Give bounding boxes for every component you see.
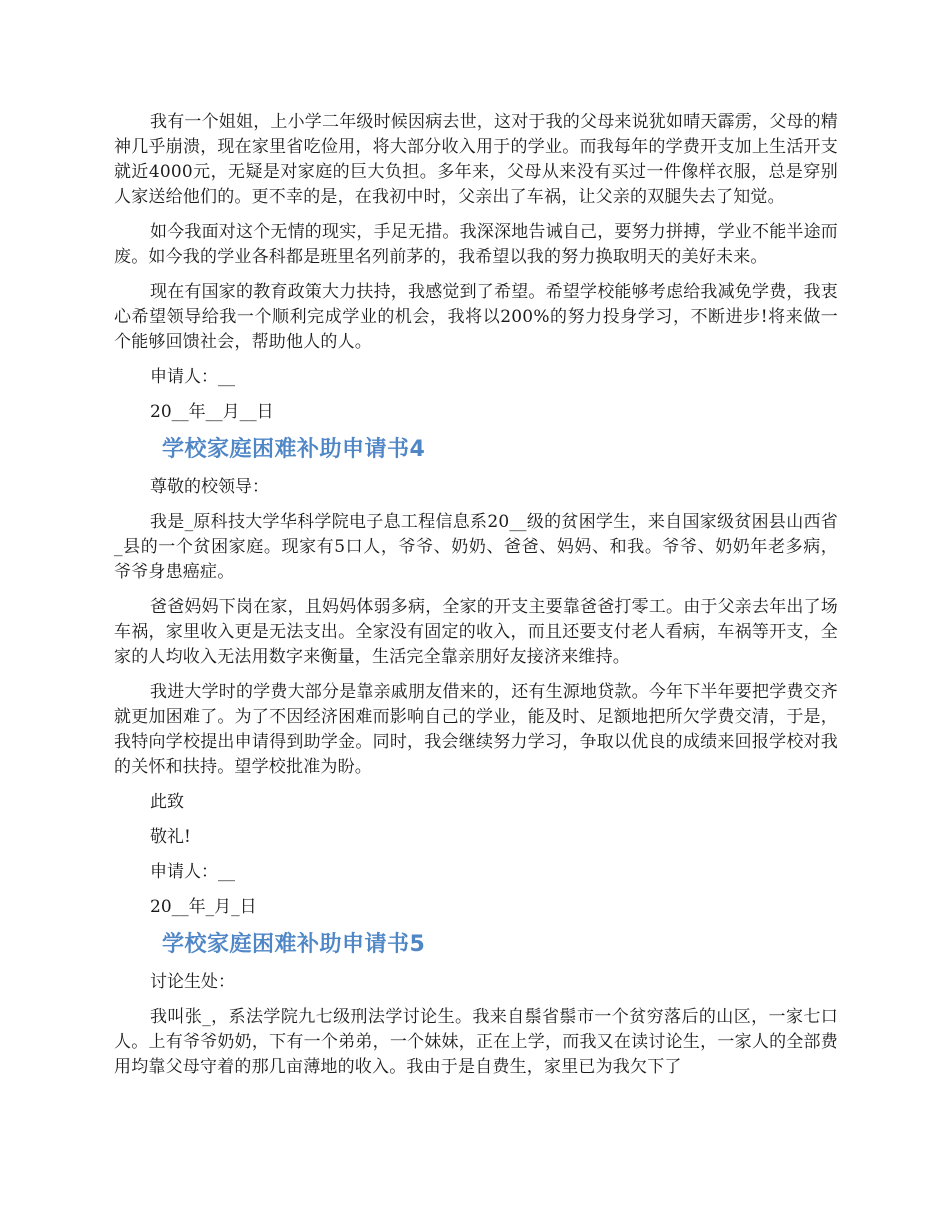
applicant-line: 申请人：__ [150, 367, 235, 387]
paragraph: 爸爸妈妈下岗在家，且妈妈体弱多病，全家的开支主要靠爸爸打零工。由于父亲去年出了场车祸，家里收入更是无法支出。全家没有固定的收入，而且还要支付老人看病，车祸等开支，全家的人均收入无法用数字来衡量，生活完全靠亲朋好友接济来维持。 [114, 597, 838, 667]
applicant-line: 申请人：__ [150, 862, 235, 882]
paragraph: 我进大学时的学费大部分是靠亲戚朋友借来的，还有生源地贷款。今年下半年要把学费交齐就更加困难了。为了不因经济困难而影响自己的学业，能及时、足额地把所欠学费交清，于是，我特向学校提出申请得到助学金。同时，我会继续努力学习，争取以优良的成绩来回报学校对我的关怀和扶持。望学校批准为盼。 [114, 682, 838, 777]
date-line: 20__年__月__日 [150, 402, 274, 422]
salutation: 讨论生处： [150, 972, 235, 992]
paragraph: 我叫张_，系法学院九七级刑法学讨论生。我来自鬃省鬃市一个贫穷落后的山区，一家七口人。上有爷爷奶奶，下有一个弟弟，一个妹妹，正在上学，而我又在读讨论生，一家人的全部费用均靠父母守着的那几亩薄地的收入。我由于是自费生，家里已为我欠下了 [114, 1007, 838, 1077]
paragraph: 我是_原科技大学华科学院电子息工程信息系20__级的贫困学生，来自国家级贫困县山西省_县的一个贫困家庭。现家有5口人，爷爷、奶奶、爸爸、妈妈、和我。爷爷、奶奶年老多病，爷爷身患癌症。 [114, 512, 838, 582]
section-heading: 学校家庭困难补助申请书4 [162, 437, 426, 462]
section-heading: 学校家庭困难补助申请书5 [162, 932, 426, 957]
paragraph: 如今我面对这个无情的现实，手足无措。我深深地告诫自己，要努力拼搏，学业不能半途而废。如今我的学业各科都是班里名列前茅的，我希望以我的努力换取明天的美好未来。 [114, 222, 838, 267]
paragraph: 我有一个姐姐，上小学二年级时候因病去世，这对于我的父母来说犹如晴天霹雳，父母的精神几乎崩溃，现在家里省吃俭用，将大部分收入用于的学业。而我每年的学费开支加上生活开支就近4000元，无疑是对家庭的巨大负担。多年来，父母从来没有买过一件像样衣服，总是穿别人家送给他们的。更不幸的是，在我初中时，父亲出了车祸，让父亲的双腿失去了知觉。 [114, 112, 838, 207]
closing-line: 此致 [150, 792, 184, 812]
document-page [114, 110, 838, 1080]
paragraph: 现在有国家的教育政策大力扶持，我感觉到了希望。希望学校能够考虑给我减免学费，我衷心希望领导给我一个顺利完成学业的机会，我将以200%的努力投身学习，不断进步!将来做一个能够回馈社会，帮助他人的人。 [114, 282, 838, 352]
date-line: 20__年_月_日 [150, 897, 257, 917]
salutation: 尊敬的校领导： [150, 477, 269, 497]
closing-line: 敬礼! [150, 827, 191, 847]
